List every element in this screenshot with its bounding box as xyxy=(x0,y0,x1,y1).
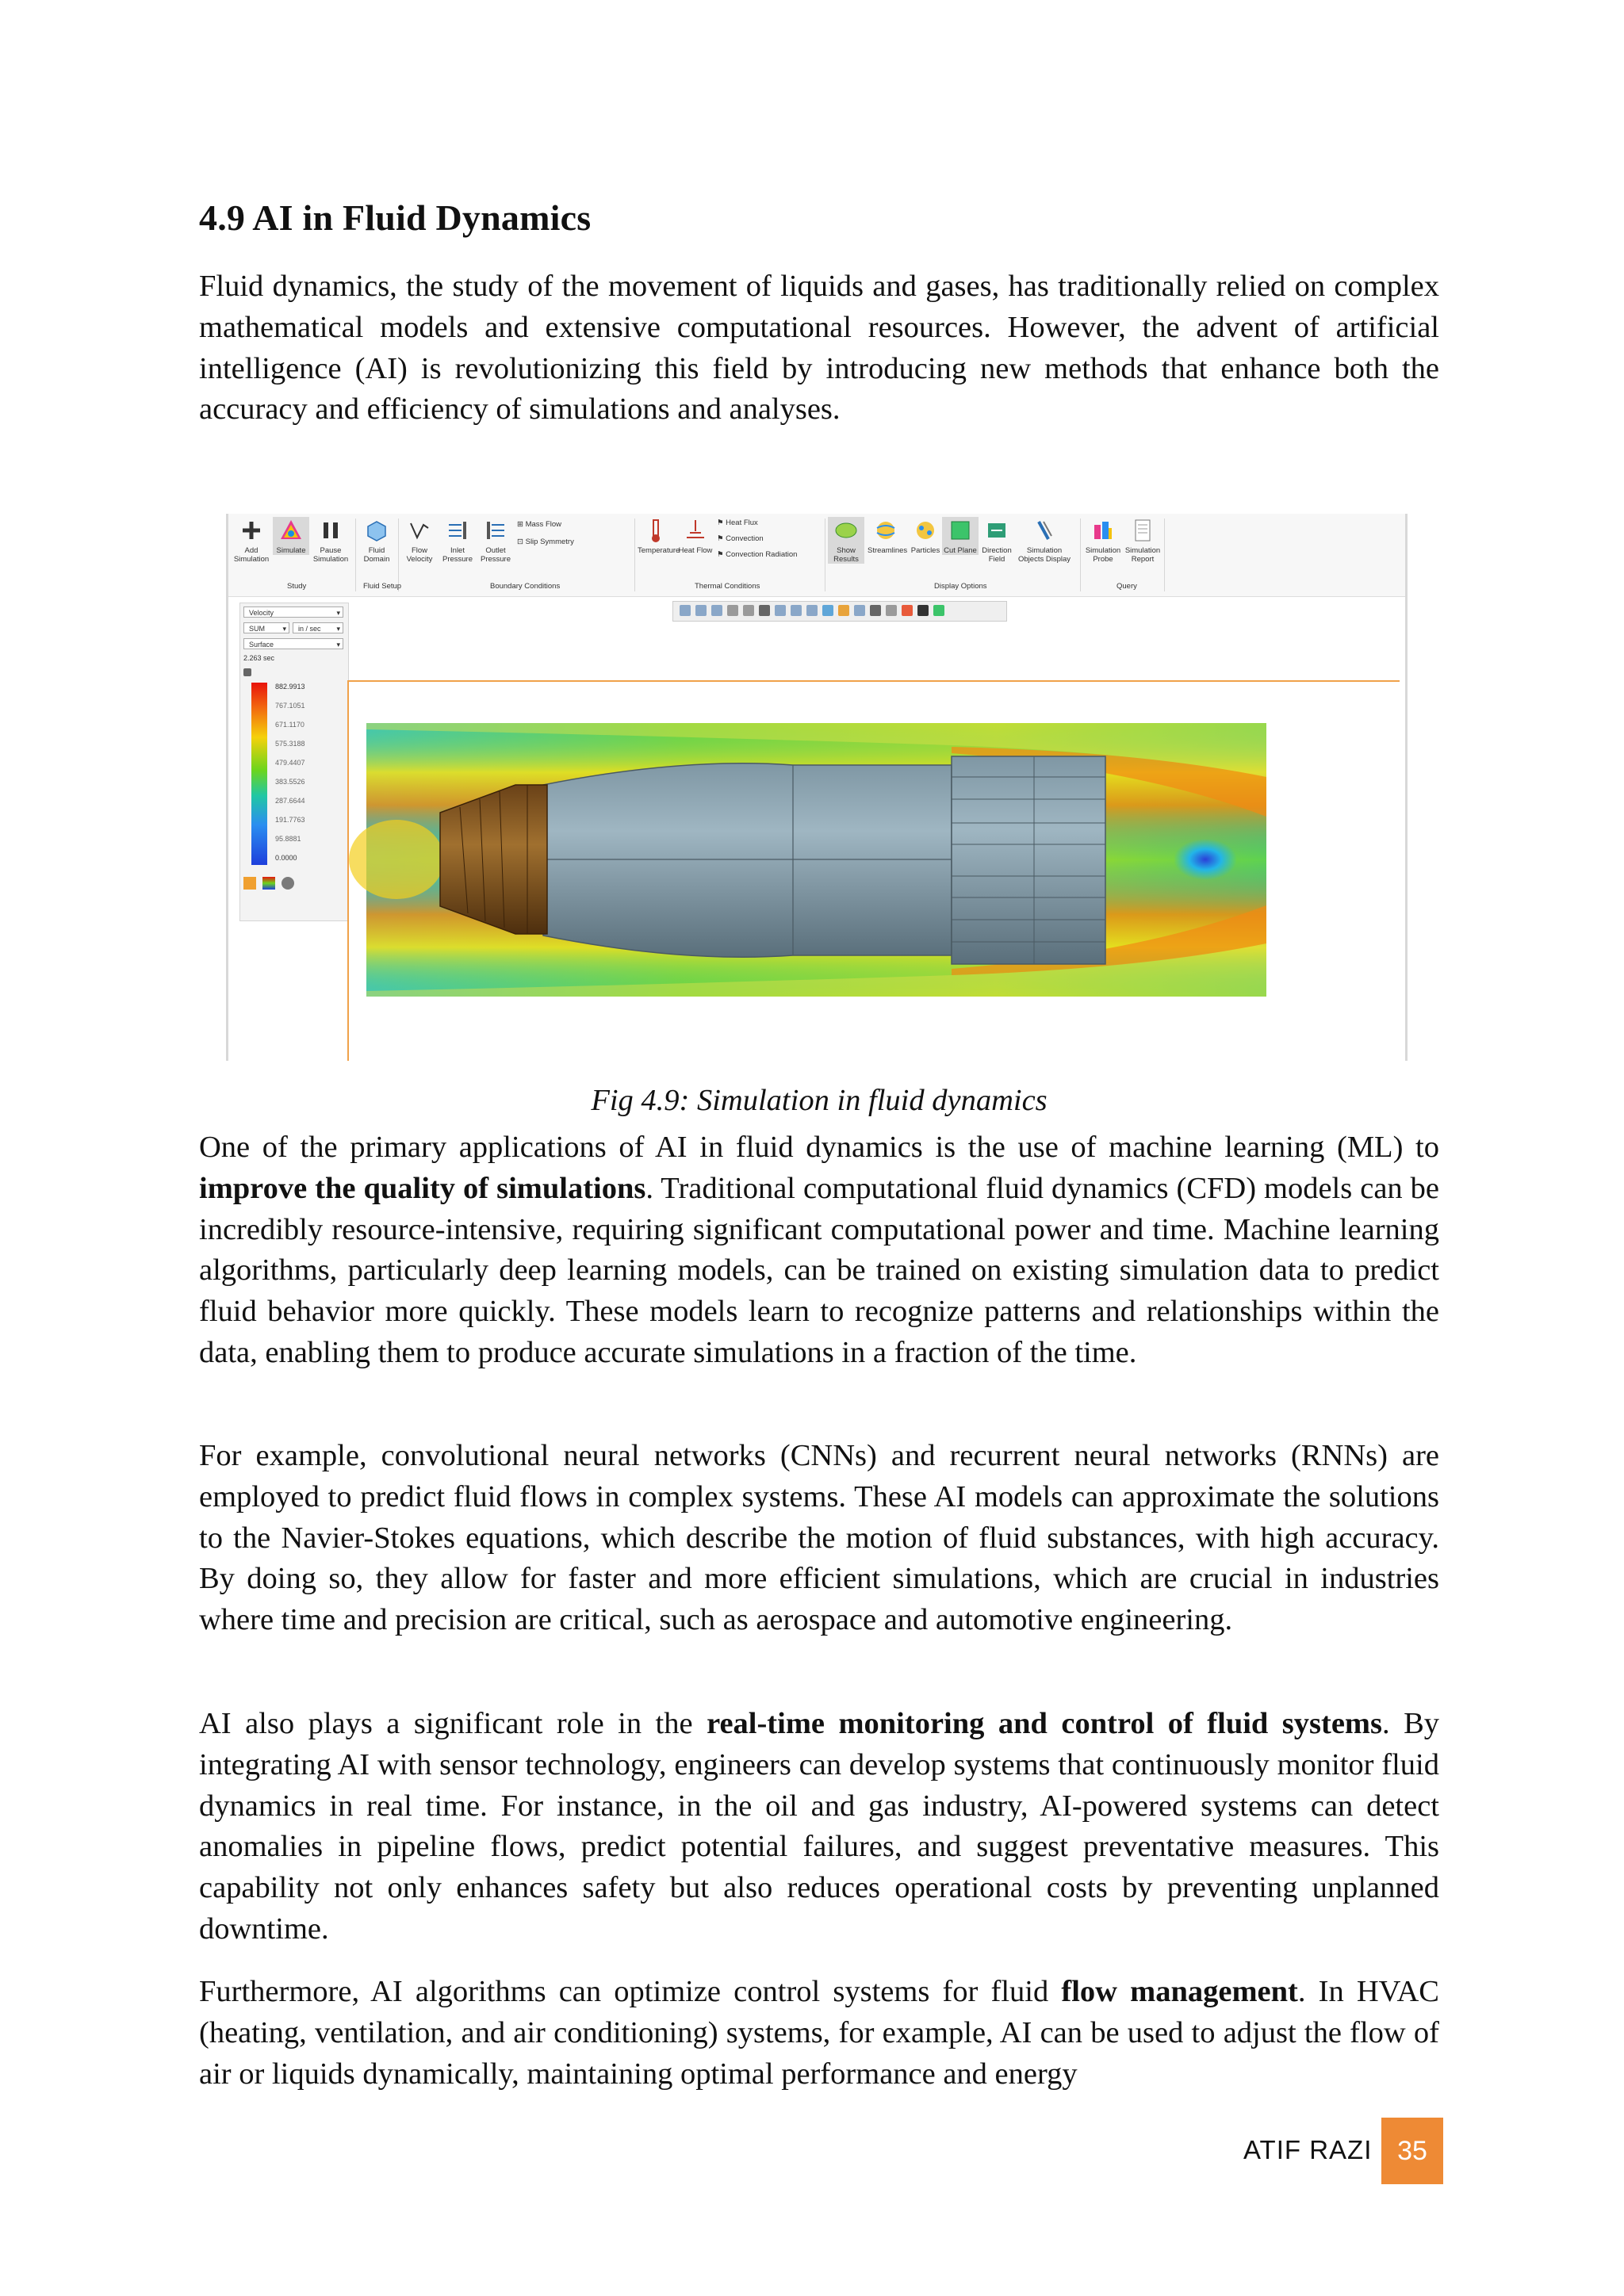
zoom-in-icon[interactable] xyxy=(695,605,707,616)
heat-flow-icon xyxy=(682,517,709,544)
pan-icon[interactable] xyxy=(743,605,754,616)
view-toolbar xyxy=(672,601,1007,622)
show-results-button[interactable]: Show Results xyxy=(828,517,864,564)
heat-flux-button[interactable]: ⚑ Heat Flux xyxy=(717,519,758,527)
group-study: Study xyxy=(287,582,307,591)
figure-caption: Fig 4.9: Simulation in fluid dynamics xyxy=(591,1084,1048,1117)
zoom-fit-icon[interactable] xyxy=(680,605,691,616)
section-title: 4.9 AI in Fluid Dynamics xyxy=(199,197,592,238)
mass-flow-button[interactable]: ⊞ Mass Flow xyxy=(517,520,562,529)
velocity-color-bar xyxy=(251,683,267,865)
legend-value: 671.1170 xyxy=(275,721,304,729)
rotate-icon[interactable] xyxy=(727,605,738,616)
slip-symmetry-button[interactable]: ⊡ Slip Symmetry xyxy=(517,538,574,546)
pause-small-icon[interactable] xyxy=(917,605,929,616)
direction-field-icon xyxy=(983,517,1010,544)
simulation-report-button[interactable]: Simulation Report xyxy=(1124,517,1161,564)
group-fluid-setup: Fluid Setup xyxy=(363,582,402,591)
group-display-options: Display Options xyxy=(934,582,987,591)
legend-value: 383.5526 xyxy=(275,778,305,786)
convection-radiation-button[interactable]: ⚑ Convection Radiation xyxy=(717,550,798,559)
legend-settings-icon[interactable] xyxy=(243,877,256,890)
plus-icon xyxy=(238,517,265,544)
group-boundary-conditions: Boundary Conditions xyxy=(490,582,561,591)
display-icon[interactable] xyxy=(806,605,818,616)
simulation-time: 2.263 sec xyxy=(243,654,275,662)
thermometer-icon xyxy=(642,517,669,544)
streamlines-icon xyxy=(872,517,899,544)
group-query: Query xyxy=(1116,582,1137,591)
field-select[interactable]: Velocity ▾ xyxy=(243,607,343,618)
legend-value: 575.3188 xyxy=(275,740,305,748)
probe-small-icon[interactable] xyxy=(282,877,294,890)
appearance-icon[interactable] xyxy=(822,605,833,616)
outlet-icon xyxy=(482,517,509,544)
paragraph-monitoring: AI also plays a significant role in the real-time monitoring and control of fluid systems. By integrating AI with sensor technology, engineers can develop systems that continuously monitor fluid dynamics in real time. For instance, in the oil and gas industry, AI-powered systems can detect anomalies in pipeline flows, predict potential failures, and suggest preventative measures. This capability not only enhances safety but also reduces operational costs by preventing unplanned downtime. xyxy=(199,1707,1440,1946)
legend-value: 191.7763 xyxy=(275,816,305,824)
cube-icon xyxy=(363,517,390,544)
run-icon[interactable] xyxy=(933,605,944,616)
probe-icon xyxy=(1090,517,1116,544)
report-icon xyxy=(1129,517,1156,544)
legend-toggle-icon[interactable] xyxy=(243,668,251,676)
outlet-pressure-button[interactable]: Outlet Pressure xyxy=(477,517,514,564)
particles-button[interactable]: Particles xyxy=(907,517,944,555)
flow-velocity-button[interactable]: Flow Velocity xyxy=(401,517,438,564)
paragraph-intro: Fluid dynamics, the study of the movement of liquids and gases, has traditionally relied on complex mathematical models and extensive computational resources. However, the advent of artificial intelligence (AI) is revolutionizing this field by introducing new methods that enhance both the accuracy and efficiency of simulations and analyses. xyxy=(199,270,1439,427)
particles-icon xyxy=(912,517,939,544)
results-icon xyxy=(833,517,860,544)
cut-plane-icon xyxy=(947,517,974,544)
camera-icon[interactable] xyxy=(854,605,865,616)
results-view-icon[interactable] xyxy=(902,605,913,616)
section-icon[interactable] xyxy=(791,605,802,616)
color-map-icon[interactable] xyxy=(262,877,275,890)
view-icon[interactable] xyxy=(775,605,786,616)
legend-value: 479.4407 xyxy=(275,759,305,767)
simulation-probe-button[interactable]: Simulation Probe xyxy=(1085,517,1121,564)
display-select[interactable]: Surface ▾ xyxy=(243,638,343,649)
legend-value: 882.9913 xyxy=(275,683,305,691)
unit-select[interactable]: in / sec ▾ xyxy=(293,622,343,633)
settings-icon[interactable] xyxy=(870,605,881,616)
direction-field-button[interactable]: Direction Field xyxy=(979,517,1015,564)
group-thermal-conditions: Thermal Conditions xyxy=(695,582,760,591)
inlet-icon xyxy=(444,517,471,544)
scene-icon[interactable] xyxy=(838,605,849,616)
simulate-icon xyxy=(278,517,304,544)
paragraph-cnn-rnn: For example, convolutional neural networks (CNNs) and recurrent neural networks (RNNs) are employed to predict fluid flows in complex systems. These AI models can approximate the solutions to the Navier-Stokes equations, which describe the motion of fluid substances, with high accuracy. By doing so, they allow for faster and more efficient simulations, which are crucial in industries where time and precision are critical, such as aerospace and automotive engineering. xyxy=(199,1439,1439,1637)
zoom-out-icon[interactable] xyxy=(711,605,722,616)
results-legend-panel xyxy=(239,603,349,921)
simulation-figure xyxy=(226,514,1408,1061)
mode-select[interactable]: SUM ▾ xyxy=(243,622,289,633)
legend-value: 287.6644 xyxy=(275,797,305,805)
pause-simulation-button[interactable]: Pause Simulation xyxy=(312,517,349,564)
legend-value: 95.8881 xyxy=(275,835,301,843)
select-icon[interactable] xyxy=(759,605,770,616)
cut-plane-button[interactable]: Cut Plane xyxy=(942,517,979,555)
objects-display-icon xyxy=(1031,517,1058,544)
pause-icon xyxy=(317,517,344,544)
velocity-contour-render xyxy=(349,682,1400,1061)
paragraph-flow-management: Furthermore, AI algorithms can optimize control systems for fluid flow management. In HVAC (heating, ventilation, and air conditioning) systems, for example, AI can be used to adjust the flow of air or liquids dynamically, maintaining optimal performance and energy xyxy=(199,1975,1439,2091)
add-simulation-button[interactable]: Add Simulation xyxy=(233,517,270,564)
simulation-objects-display-button[interactable]: Simulation Objects Display xyxy=(1017,517,1072,564)
inlet-pressure-button[interactable]: Inlet Pressure xyxy=(439,517,476,564)
edit-icon[interactable] xyxy=(886,605,897,616)
simulate-button[interactable]: Simulate xyxy=(273,517,309,555)
page-number: 35 xyxy=(1381,2118,1443,2184)
footer-author: ATIF RAZI xyxy=(1243,2135,1373,2164)
fluid-domain-button[interactable]: Fluid Domain xyxy=(358,517,395,564)
heat-flow-button[interactable]: Heat Flow xyxy=(677,517,714,555)
temperature-button[interactable]: Temperature xyxy=(638,517,674,555)
simulation-ribbon xyxy=(228,514,1408,597)
legend-value: 767.1051 xyxy=(275,702,305,710)
legend-value: 0.0000 xyxy=(275,854,297,862)
streamlines-button[interactable]: Streamlines xyxy=(868,517,904,555)
simulation-viewport[interactable] xyxy=(347,680,1400,1061)
velocity-icon xyxy=(406,517,433,544)
convection-button[interactable]: ⚑ Convection xyxy=(717,534,764,543)
paragraph-simulations: One of the primary applications of AI in fluid dynamics is the use of machine learning (ML) to improve the quality of simulations. Traditional computational fluid dynamics (CFD) models can be incredibly resource-intensive, requiring significant computational power and time. Machine learning algorithms, particularly deep learning models, can be trained on existing simulation data to predict fluid behavior more quickly. These models learn to recognize patterns and relationships within the data, enabling them to produce accurate simulations in a fraction of the time. xyxy=(199,1131,1440,1369)
